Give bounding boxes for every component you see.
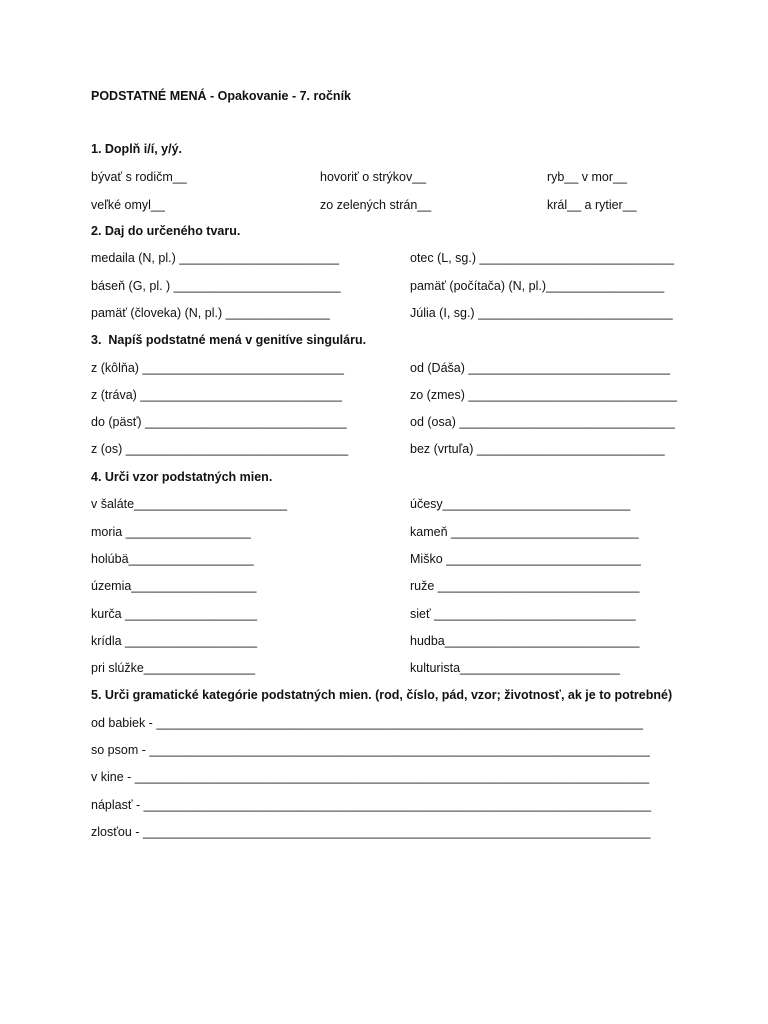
exercise-item: od babiek - ______________________________________________________________________	[91, 716, 643, 730]
exercise-item: územia__________________	[91, 579, 257, 593]
exercise-item: kurča ___________________	[91, 607, 258, 621]
exercise-item: zlosťou - _________________________________________________________________________	[91, 825, 651, 839]
exercise-item: bez (vrtuľa) ___________________________	[410, 442, 665, 456]
exercise-item: hovoriť o strýkov__	[320, 170, 427, 184]
exercise-item: medaila (N, pl.) _______________________	[91, 251, 340, 265]
exercise-item: do (päsť) _____________________________	[91, 415, 347, 429]
exercise-item: bývať s rodičm__	[91, 170, 187, 184]
exercise-item: holúbä__________________	[91, 552, 254, 566]
exercise-item: zo (zmes) ______________________________	[410, 388, 677, 402]
exercise-item: so psom - ________________________________________________________________________	[91, 743, 650, 757]
exercise-item: v kine - __________________________________________________________________________	[91, 770, 650, 784]
exercise-item: z (os) ________________________________	[91, 442, 349, 456]
exercise-item: kameň ___________________________	[410, 525, 639, 539]
exercise-item: pri slúžke________________	[91, 661, 256, 675]
exercise-item: báseň (G, pl. ) ________________________	[91, 279, 341, 293]
section-1-heading: 1. Doplň i/í, y/ý.	[91, 142, 182, 156]
exercise-item: Miško ____________________________	[410, 552, 641, 566]
exercise-item: od (Dáša) _____________________________	[410, 361, 670, 375]
section-5-heading: 5. Urči gramatické kategórie podstatných mien. (rod, číslo, pád, vzor; životnosť, ak je to potrebné)	[91, 688, 673, 702]
exercise-item: moria __________________	[91, 525, 251, 539]
section-3-heading: 3. Napíš podstatné mená v genitíve singuláru.	[91, 333, 367, 347]
exercise-item: v šaláte______________________	[91, 497, 288, 511]
section-2-heading: 2. Daj do určeného tvaru.	[91, 224, 241, 238]
exercise-item: sieť _____________________________	[410, 607, 636, 621]
exercise-item: z (tráva) _____________________________	[91, 388, 342, 402]
exercise-item: hudba____________________________	[410, 634, 640, 648]
exercise-item: ryb__ v mor__	[547, 170, 627, 184]
exercise-item: náplasť - _________________________________________________________________________	[91, 798, 652, 812]
page-title: PODSTATNÉ MENÁ - Opakovanie - 7. ročník	[91, 89, 351, 103]
exercise-item: zo zelených strán__	[320, 198, 432, 212]
exercise-item: král__ a rytier__	[547, 198, 637, 212]
exercise-item: veľké omyl__	[91, 198, 165, 212]
exercise-item: kulturista_______________________	[410, 661, 620, 675]
exercise-item: pamäť (človeka) (N, pl.) _______________	[91, 306, 330, 320]
section-4-heading: 4. Urči vzor podstatných mien.	[91, 470, 273, 484]
exercise-item: ruže _____________________________	[410, 579, 640, 593]
exercise-item: otec (L, sg.) ____________________________	[410, 251, 675, 265]
exercise-item: od (osa) _______________________________	[410, 415, 675, 429]
exercise-item: Júlia (I, sg.) ____________________________	[410, 306, 673, 320]
exercise-item: pamäť (počítača) (N, pl.)_________________	[410, 279, 665, 293]
exercise-item: z (kôlňa) _____________________________	[91, 361, 345, 375]
exercise-item: krídla ___________________	[91, 634, 258, 648]
exercise-item: účesy___________________________	[410, 497, 631, 511]
